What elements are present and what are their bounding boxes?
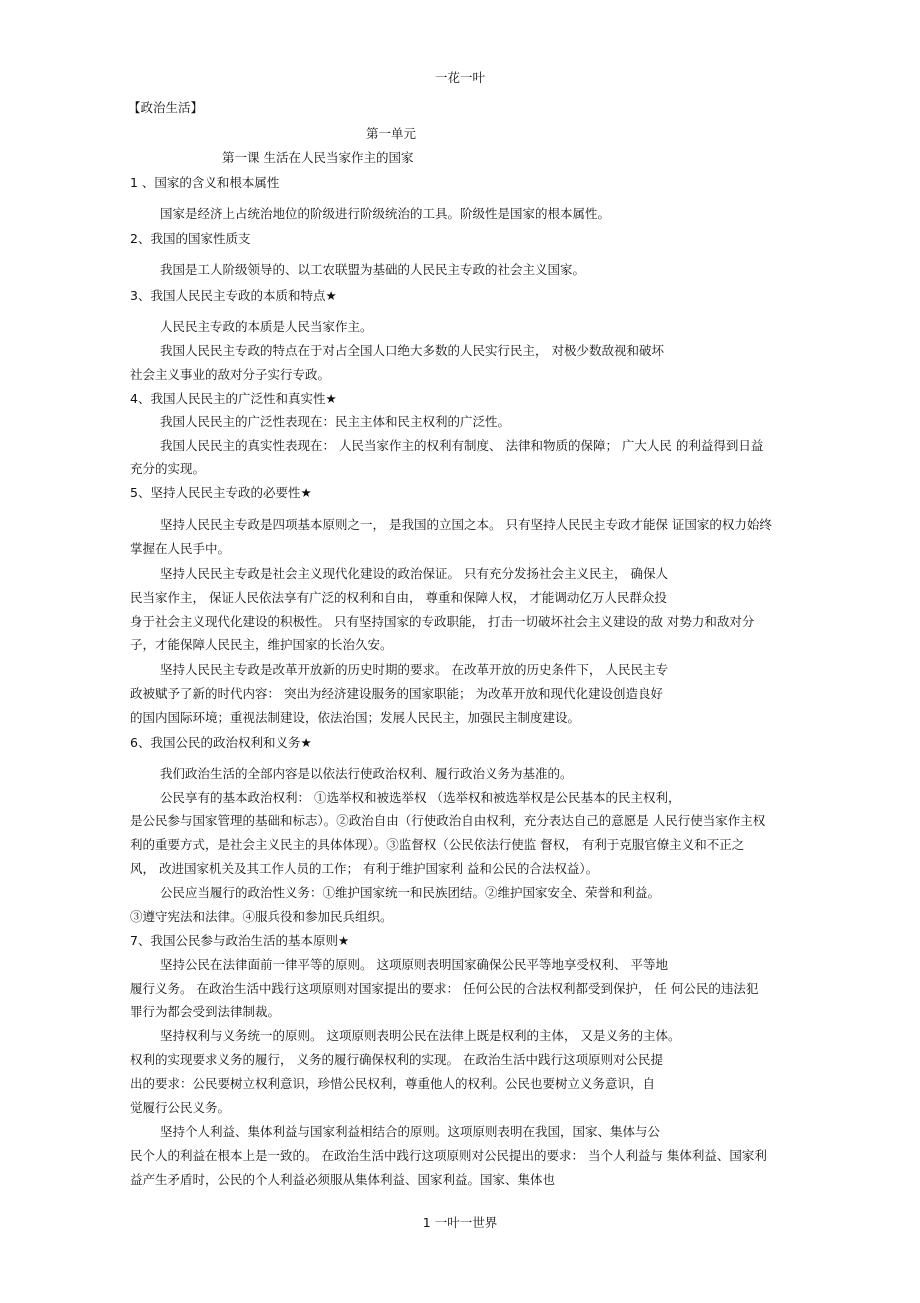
- page-footer: [0, 1215, 920, 1231]
- body-line: 社会主义事业的敌对分子实行专政。: [130, 367, 331, 382]
- body-line: 充分的实现。: [130, 461, 206, 476]
- body-line: 的国内国际环境；重视法制建设，依法治国；发展人民民主，加强民主制度建设。: [130, 710, 581, 725]
- section-heading: 1 、国家的含义和根本属性: [130, 175, 280, 190]
- unit-title: 第一单元: [366, 126, 417, 141]
- body-line: 公民应当履行的政治性义务：①维护国家统一和民族团结。②维护国家安全、荣誉和利益。: [160, 885, 661, 900]
- body-line: 利的重要方式，是社会主义民主的具体体现）。③监督权（公民依法行使监 督权， 有利于克服官僚主义和不正之: [130, 837, 745, 852]
- body-line: 公民享有的基本政治权利： ①选举权和被选举权 （选举权和被选举权是公民基本的民主权利，: [160, 790, 681, 805]
- body-line: 罪行为都会受到法律制裁。: [130, 1004, 281, 1019]
- body-line: 国家是经济上占统治地位的阶级进行阶级统治的工具。阶级性是国家的根本属性。: [160, 206, 611, 221]
- body-line: 民当家作主， 保证人民依法享有广泛的权利和自由， 尊重和保障人权， 才能调动亿万人民群众投: [130, 590, 667, 605]
- body-line: 风， 改进国家机关及其工作人员的工作； 有利于维护国家利 益和公民的合法权益）。: [130, 861, 599, 876]
- section-heading: 6、我国公民的政治权利和义务★: [130, 735, 312, 750]
- lesson-title: 第一课 生活在人民当家作主的国家: [222, 150, 414, 165]
- body-line: 坚持人民民主专政是四项基本原则之一， 是我国的立国之本。 只有坚持人民民主专政才能保 证国家的权力始终: [160, 517, 772, 532]
- section-heading: 7、我国公民参与政治生活的基本原则★: [130, 933, 350, 948]
- body-line: ③遵守宪法和法律。④服兵役和参加民兵组织。: [130, 909, 393, 924]
- section-heading: 2、我国的国家性质支: [130, 231, 251, 246]
- body-line: 人民民主专政的本质是人民当家作主。: [160, 319, 373, 334]
- body-line: 履行义务。 在政治生活中践行这项原则对国家提出的要求： 任何公民的合法权利都受到保护， 任 何公民的违法犯: [130, 981, 759, 996]
- body-line: 坚持权利与义务统一的原则。 这项原则表明公民在法律上既是权利的主体， 又是义务的主体。: [160, 1028, 681, 1043]
- body-line: 我国人民民主的广泛性表现在：民主主体和民主权利的广泛性。: [160, 414, 511, 429]
- body-line: 权利的实现要求义务的履行， 义务的履行确保权利的实现。 在政治生活中践行这项原则对公民提: [130, 1052, 663, 1067]
- body-line: 民个人的利益在根本上是一致的。 在政治生活中践行这项原则对公民提出的要求： 当个人利益与 集体利益、国家利: [130, 1148, 767, 1163]
- footer-text: 一叶一世界: [434, 1215, 498, 1230]
- body-line: 掌握在人民手中。: [130, 541, 231, 556]
- page-number: 1: [422, 1215, 431, 1230]
- body-line: 坚持人民民主专政是改革开放新的历史时期的要求。 在改革开放的历史条件下， 人民民主专: [160, 662, 668, 677]
- subject-tag: 【政治生活】: [128, 100, 204, 115]
- body-line: 我们政治生活的全部内容是以依法行使政治权利、履行政治义务为基准的。: [160, 766, 573, 781]
- body-line: 政被赋予了新的时代内容： 突出为经济建设服务的国家职能； 为改革开放和现代化建设创造良好: [130, 686, 663, 701]
- body-line: 我国人民民主专政的特点在于对占全国人口绝大多数的人民实行民主， 对极少数敌视和破坏: [160, 343, 664, 358]
- section-heading: 4、我国人民民主的广泛性和真实性★: [130, 391, 337, 406]
- body-line: 我国是工人阶级领导的、以工农联盟为基础的人民民主专政的社会主义国家。: [160, 262, 586, 277]
- running-header: 一花一叶: [434, 70, 485, 85]
- body-line: 坚持个人利益、集体利益与国家利益相结合的原则。这项原则表明在我国，国家、集体与公: [160, 1124, 661, 1139]
- body-line: 坚持公民在法律面前一律平等的原则。 这项原则表明国家确保公民平等地享受权利、 平等地: [160, 957, 668, 972]
- body-line: 益产生矛盾时，公民的个人利益必须服从集体利益、国家利益。国家、集体也: [130, 1172, 556, 1187]
- body-line: 是公民参与国家管理的基础和标志）。②政治自由（行使政治自由权利，充分表达自己的意愿是 人民行使当家作主权: [130, 813, 766, 828]
- section-heading: 3、我国人民民主专政的本质和特点★: [130, 288, 337, 303]
- body-line: 子，才能保障人民民主，维护国家的长治久安。: [130, 637, 393, 652]
- body-line: 出的要求：公民要树立权利意识，珍惜公民权利，尊重他人的权利。公民也要树立义务意识，自: [130, 1076, 656, 1091]
- body-line: 身于社会主义现代化建设的积极性。 只有坚持国家的专政职能， 打击一切破坏社会主义建设的敌 对势力和敌对分: [130, 614, 755, 629]
- body-line: 觉履行公民义务。: [130, 1100, 231, 1115]
- body-line: 坚持人民民主专政是社会主义现代化建设的政治保证。 只有充分发扬社会主义民主， 确保人: [160, 566, 668, 581]
- section-heading: 5、坚持人民民主专政的必要性★: [130, 485, 312, 500]
- body-line: 我国人民民主的真实性表现在： 人民当家作主的权利有制度、 法律和物质的保障； 广大人民 的利益得到日益: [160, 438, 764, 453]
